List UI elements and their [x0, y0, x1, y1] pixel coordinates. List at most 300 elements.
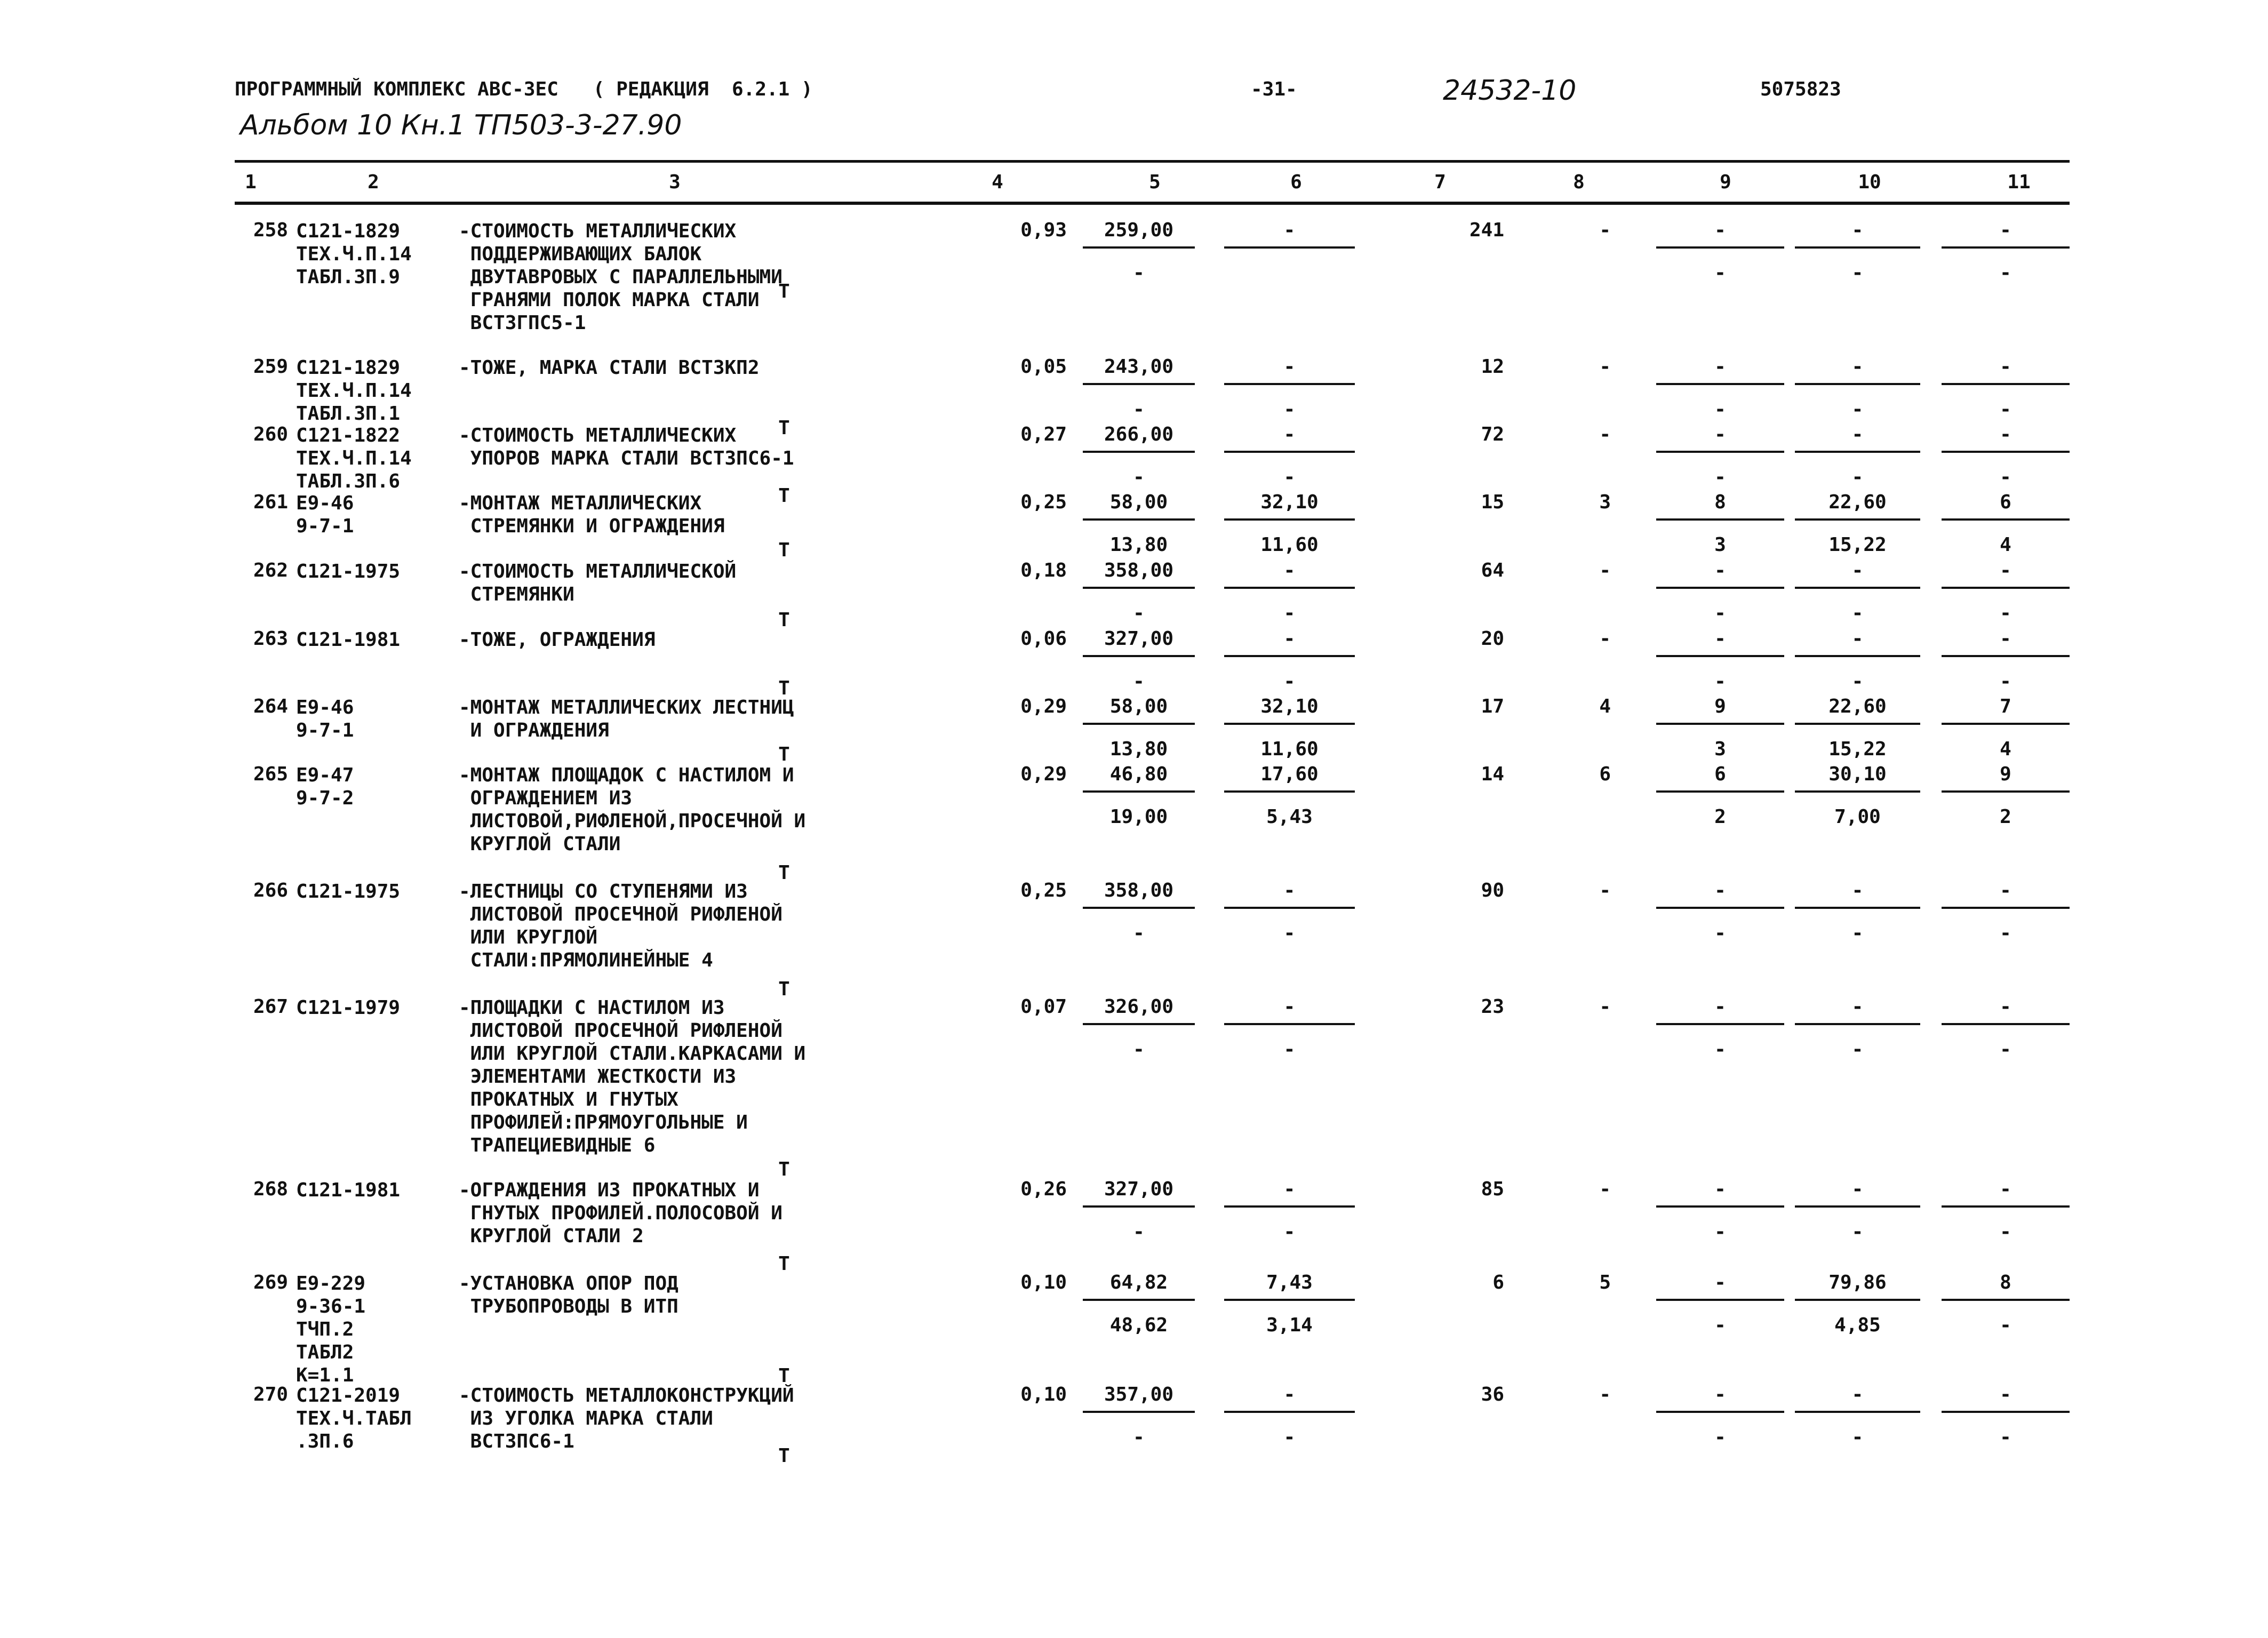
cell-c11a: - — [2000, 356, 2011, 378]
cell-divider-c5a — [1083, 655, 1195, 657]
cell-divider-c6a — [1224, 1299, 1355, 1301]
column-header-11: 11 — [2007, 171, 2031, 193]
cell-c9a: 6 — [1714, 763, 1726, 785]
cell-c10a: - — [1851, 356, 1864, 378]
cell-c11b: - — [2000, 262, 2011, 284]
cell-c7: 15 — [1481, 491, 1504, 513]
cell-divider-c9a — [1656, 451, 1784, 453]
cell-c11a: - — [2000, 880, 2011, 901]
row-tmark: Т — [778, 485, 790, 507]
cell-c6a: - — [1283, 424, 1296, 445]
row-tmark: Т — [778, 1253, 790, 1275]
row-number: 270 — [253, 1384, 288, 1405]
cell-c11a: - — [2000, 1384, 2011, 1405]
cell-c10a: - — [1851, 880, 1864, 901]
cell-divider-c9a — [1656, 1299, 1784, 1301]
row-code: С121-1829 ТЕХ.Ч.П.14 ТАБЛ.3П.9 — [296, 220, 412, 288]
row-code: С121-1975 — [296, 561, 401, 582]
cell-divider-c10a — [1795, 1023, 1920, 1025]
column-header-1: 1 — [245, 171, 257, 193]
cell-divider-c5a — [1083, 1299, 1195, 1301]
cell-c7: 12 — [1481, 356, 1504, 378]
cell-c11a: 6 — [2000, 491, 2011, 513]
column-header-2: 2 — [368, 171, 379, 193]
row-tmark: Т — [778, 1158, 790, 1180]
cell-divider-c6a — [1224, 451, 1355, 453]
cell-c11a: - — [2000, 219, 2011, 241]
row-description: -СТОИМОСТЬ МЕТАЛЛИЧЕСКОЙ СТРЕМЯНКИ — [459, 561, 737, 605]
cell-c10a: 79,86 — [1828, 1272, 1887, 1293]
cell-c10b: - — [1851, 466, 1864, 488]
cell-c5b: - — [1133, 1221, 1145, 1243]
cell-divider-c6a — [1224, 246, 1355, 249]
cell-c9a: 9 — [1714, 696, 1726, 717]
cell-c11b: - — [2000, 398, 2011, 420]
cell-c5a: 327,00 — [1104, 1178, 1174, 1200]
row-quantity: 0,26 — [1020, 1178, 1067, 1200]
cell-divider-c9a — [1656, 907, 1784, 909]
cell-c10a: 30,10 — [1828, 763, 1887, 785]
cell-c8: 5 — [1599, 1272, 1611, 1293]
row-number: 266 — [253, 880, 288, 901]
cell-c8: - — [1599, 1384, 1611, 1405]
cell-c9b: - — [1714, 1038, 1726, 1060]
cell-divider-c10a — [1795, 451, 1920, 453]
row-number: 264 — [253, 696, 288, 717]
cell-divider-c9a — [1656, 1205, 1784, 1208]
cell-c5a: 243,00 — [1104, 356, 1174, 378]
cell-c5a: 357,00 — [1104, 1384, 1174, 1405]
cell-c8: 3 — [1599, 491, 1611, 513]
cell-c11b: 4 — [2000, 534, 2011, 556]
cell-c7: 90 — [1481, 880, 1504, 901]
cell-c8: - — [1599, 356, 1611, 378]
cell-c9a: - — [1714, 996, 1726, 1018]
cell-c6b: - — [1283, 398, 1296, 420]
row-description: -ТОЖЕ, МАРКА СТАЛИ ВСТЗКП2 — [459, 357, 760, 379]
column-header-7: 7 — [1434, 171, 1446, 193]
row-description: -ОГРАЖДЕНИЯ ИЗ ПРОКАТНЫХ И ГНУТЫХ ПРОФИЛЕЙ.ПОЛОСОВОЙ И КРУГЛОЙ СТАЛИ 2 — [459, 1179, 782, 1247]
cell-c6a: - — [1283, 880, 1296, 901]
cell-c11b: - — [2000, 466, 2011, 488]
cell-c7: 20 — [1481, 628, 1504, 650]
row-description: -УСТАНОВКА ОПОР ПОД ТРУБОПРОВОДЫ В ИТП — [459, 1273, 678, 1317]
cell-divider-c11a — [1942, 1411, 2070, 1413]
cell-c6b: - — [1283, 466, 1296, 488]
cell-c9a: - — [1714, 1384, 1726, 1405]
cell-c7: 64 — [1481, 560, 1504, 581]
cell-c5b: - — [1133, 602, 1145, 624]
cell-c10a: 22,60 — [1828, 491, 1887, 513]
cell-c6b: 5,43 — [1266, 806, 1313, 828]
row-description: -ПЛОЩАДКИ С НАСТИЛОМ ИЗ ЛИСТОВОЙ ПРОСЕЧНОЙ РИФЛЕНОЙ ИЛИ КРУГЛОЙ СТАЛИ.КАРКАСАМИ И ЭЛЕМЕНТАМИ ЖЕСТКОСТИ ИЗ ПРОКАТНЫХ И ГНУТЫХ ПРОФИЛЕЙ:ПРЯМОУГОЛЬНЫЕ И ТРАПЕЦИЕВИДНЫЕ 6 — [459, 997, 806, 1156]
cell-c10b: - — [1851, 1038, 1864, 1060]
row-description: -МОНТАЖ МЕТАЛЛИЧЕСКИХ ЛЕСТНИЦ И ОГРАЖДЕНИЯ — [459, 697, 794, 741]
row-code: С121-1981 — [296, 1179, 401, 1201]
cell-c10b: - — [1851, 262, 1864, 284]
cell-c10b: 15,22 — [1828, 738, 1887, 760]
cell-c5a: 58,00 — [1109, 491, 1168, 513]
cell-c9a: - — [1714, 219, 1726, 241]
cell-c5b: 13,80 — [1109, 738, 1168, 760]
cell-c6a: - — [1283, 560, 1296, 581]
cell-c6a: - — [1283, 356, 1296, 378]
row-code: С121-1979 — [296, 997, 401, 1019]
cell-c9b: 3 — [1714, 534, 1726, 556]
cell-c10b: 15,22 — [1828, 534, 1887, 556]
cell-divider-c10a — [1795, 383, 1920, 385]
cell-c8: - — [1599, 996, 1611, 1018]
cell-divider-c10a — [1795, 907, 1920, 909]
cell-c11a: - — [2000, 1178, 2011, 1200]
cell-c11a: 9 — [2000, 763, 2011, 785]
cell-c11a: 8 — [2000, 1272, 2011, 1293]
cell-divider-c6a — [1224, 655, 1355, 657]
row-quantity: 0,05 — [1020, 356, 1067, 378]
cell-c8: - — [1599, 880, 1611, 901]
cell-divider-c5a — [1083, 518, 1195, 521]
cell-divider-c11a — [1942, 1205, 2070, 1208]
row-number: 259 — [253, 356, 288, 378]
cell-divider-c5a — [1083, 587, 1195, 589]
cell-c11b: - — [2000, 922, 2011, 944]
row-quantity: 0,06 — [1020, 628, 1067, 650]
cell-divider-c11a — [1942, 383, 2070, 385]
cell-c11a: - — [2000, 628, 2011, 650]
cell-c6b: - — [1283, 1038, 1296, 1060]
cell-c10b: - — [1851, 1426, 1864, 1448]
cell-divider-c11a — [1942, 655, 2070, 657]
row-number: 265 — [253, 763, 288, 785]
cell-c9b: - — [1714, 1426, 1726, 1448]
cell-c9a: - — [1714, 880, 1726, 901]
cell-c11b: - — [2000, 602, 2011, 624]
cell-c5a: 327,00 — [1104, 628, 1174, 650]
row-quantity: 0,29 — [1020, 696, 1067, 717]
row-quantity: 0,93 — [1020, 219, 1067, 241]
cell-c6a: 32,10 — [1260, 491, 1319, 513]
cell-c9a: - — [1714, 356, 1726, 378]
cell-divider-c5a — [1083, 790, 1195, 793]
cell-divider-c6a — [1224, 1411, 1355, 1413]
cell-c9a: - — [1714, 1178, 1726, 1200]
page-number: -31- — [1251, 78, 1297, 100]
row-code: С121-1975 — [296, 881, 401, 902]
cell-c10a: - — [1851, 1384, 1864, 1405]
cell-c10a: - — [1851, 424, 1864, 445]
cell-c9a: - — [1714, 628, 1726, 650]
cell-divider-c11a — [1942, 451, 2070, 453]
cell-divider-c6a — [1224, 518, 1355, 521]
cell-c11a: 7 — [2000, 696, 2011, 717]
row-quantity: 0,07 — [1020, 996, 1067, 1018]
row-number: 263 — [253, 628, 288, 650]
cell-divider-c5a — [1083, 451, 1195, 453]
row-description: -СТОИМОСТЬ МЕТАЛЛИЧЕСКИХ ПОДДЕРЖИВАЮЩИХ БАЛОК ДВУТАВРОВЫХ С ПАРАЛЛЕЛЬНЫМИ ГРАНЯМИ ПОЛОК МАРКА СТАЛИ ВСТЗГПС5-1 — [459, 220, 782, 334]
row-quantity: 0,10 — [1020, 1384, 1067, 1405]
row-tmark: Т — [778, 1365, 790, 1387]
cell-c5b: - — [1133, 922, 1145, 944]
cell-c10b: - — [1851, 670, 1864, 692]
row-code: С121-1829 ТЕХ.Ч.П.14 ТАБЛ.3П.1 — [296, 357, 412, 425]
cell-c5a: 259,00 — [1104, 219, 1174, 241]
cell-c10a: - — [1851, 628, 1864, 650]
cell-c6a: - — [1283, 1178, 1296, 1200]
cell-c7: 85 — [1481, 1178, 1504, 1200]
row-quantity: 0,25 — [1020, 491, 1067, 513]
cell-c5a: 266,00 — [1104, 424, 1174, 445]
cell-c5b: - — [1133, 262, 1145, 284]
row-code: С121-2019 ТЕХ.Ч.ТАБЛ .3П.6 — [296, 1385, 412, 1452]
row-description: -ТОЖЕ, ОГРАЖДЕНИЯ — [459, 629, 656, 651]
row-number: 267 — [253, 996, 288, 1018]
cell-divider-c10a — [1795, 723, 1920, 725]
row-quantity: 0,25 — [1020, 880, 1067, 901]
column-header-6: 6 — [1290, 171, 1302, 193]
row-tmark: Т — [778, 281, 790, 302]
row-tmark: Т — [778, 677, 790, 699]
cell-divider-c10a — [1795, 587, 1920, 589]
cell-c5a: 46,80 — [1109, 763, 1168, 785]
row-tmark: Т — [778, 609, 790, 631]
column-header-4: 4 — [992, 171, 1003, 193]
cell-c5b: - — [1133, 1426, 1145, 1448]
cell-c9a: - — [1714, 1272, 1726, 1293]
cell-c11b: 4 — [2000, 738, 2011, 760]
cell-c5b: - — [1133, 670, 1145, 692]
row-tmark: Т — [778, 1445, 790, 1467]
cell-c7: 14 — [1481, 763, 1504, 785]
row-tmark: Т — [778, 417, 790, 439]
cell-c6a: 17,60 — [1260, 763, 1319, 785]
cell-c6a: - — [1283, 628, 1296, 650]
row-quantity: 0,18 — [1020, 560, 1067, 581]
cell-c9a: 8 — [1714, 491, 1726, 513]
cell-c6a: - — [1283, 1384, 1296, 1405]
cell-c5b: - — [1133, 1038, 1145, 1060]
cell-c9b: - — [1714, 670, 1726, 692]
cell-divider-c11a — [1942, 587, 2070, 589]
cell-c6a: - — [1283, 219, 1296, 241]
row-tmark: Т — [778, 862, 790, 884]
cell-c7: 36 — [1481, 1384, 1504, 1405]
cell-c7: 6 — [1492, 1272, 1504, 1293]
cell-divider-c9a — [1656, 246, 1784, 249]
header-rule-top — [235, 160, 2070, 163]
column-header-5: 5 — [1149, 171, 1161, 193]
cell-c9a: - — [1714, 424, 1726, 445]
row-quantity: 0,29 — [1020, 763, 1067, 785]
cell-c10b: 7,00 — [1834, 806, 1881, 828]
cell-divider-c10a — [1795, 790, 1920, 793]
cell-c5a: 358,00 — [1104, 880, 1174, 901]
row-code: С121-1981 — [296, 629, 401, 651]
cell-divider-c6a — [1224, 383, 1355, 385]
cell-c6a: - — [1283, 996, 1296, 1018]
column-header-9: 9 — [1720, 171, 1731, 193]
cell-c9b: - — [1714, 398, 1726, 420]
cell-divider-c11a — [1942, 1023, 2070, 1025]
cell-c8: 4 — [1599, 696, 1611, 717]
row-number: 268 — [253, 1178, 288, 1200]
cell-c7: 72 — [1481, 424, 1504, 445]
cell-divider-c9a — [1656, 1411, 1784, 1413]
cell-divider-c11a — [1942, 907, 2070, 909]
cell-c11b: - — [2000, 1426, 2011, 1448]
cell-c9b: 2 — [1714, 806, 1726, 828]
document-number: 24532-10 — [1443, 75, 1577, 107]
cell-c8: - — [1599, 424, 1611, 445]
cell-divider-c11a — [1942, 518, 2070, 521]
row-number: 261 — [253, 491, 288, 513]
row-quantity: 0,10 — [1020, 1272, 1067, 1293]
row-number: 260 — [253, 424, 288, 445]
cell-c10b: - — [1851, 1221, 1864, 1243]
program-header: ПРОГРАММНЫЙ КОМПЛЕКС АВС-ЗЕС ( РЕДАКЦИЯ 6.2.1 ) — [235, 78, 813, 100]
cell-c11b: - — [2000, 1314, 2011, 1336]
row-description: -СТОИМОСТЬ МЕТАЛЛОКОНСТРУКЦИЙ ИЗ УГОЛКА МАРКА СТАЛИ ВСТЗПС6-1 — [459, 1385, 794, 1452]
cell-c9b: - — [1714, 1221, 1726, 1243]
row-code: Е9-46 9-7-1 — [296, 697, 354, 741]
cell-divider-c9a — [1656, 723, 1784, 725]
cell-c6b: 11,60 — [1260, 534, 1319, 556]
cell-c8: - — [1599, 1178, 1611, 1200]
cell-divider-c5a — [1083, 1205, 1195, 1208]
row-description: -МОНТАЖ МЕТАЛЛИЧЕСКИХ СТРЕМЯНКИ И ОГРАЖДЕНИЯ — [459, 492, 725, 537]
cell-c10b: - — [1851, 602, 1864, 624]
cell-divider-c9a — [1656, 518, 1784, 521]
cell-c10a: - — [1851, 560, 1864, 581]
cell-c5a: 326,00 — [1104, 996, 1174, 1018]
cell-c6b: - — [1283, 922, 1296, 944]
row-description: -ЛЕСТНИЦЫ СО СТУПЕНЯМИ ИЗ ЛИСТОВОЙ ПРОСЕЧНОЙ РИФЛЕНОЙ ИЛИ КРУГЛОЙ СТАЛИ:ПРЯМОЛИНЕЙНЫЕ 4 — [459, 881, 782, 971]
cell-divider-c11a — [1942, 790, 2070, 793]
row-description: -СТОИМОСТЬ МЕТАЛЛИЧЕСКИХ УПОРОВ МАРКА СТАЛИ ВСТЗПС6-1 — [459, 425, 794, 469]
cell-c5b: 48,62 — [1109, 1314, 1168, 1336]
cell-c11b: - — [2000, 1038, 2011, 1060]
row-tmark: Т — [778, 978, 790, 1000]
row-code: Е9-46 9-7-1 — [296, 492, 354, 537]
cell-divider-c5a — [1083, 1411, 1195, 1413]
cell-divider-c10a — [1795, 1299, 1920, 1301]
cell-divider-c6a — [1224, 790, 1355, 793]
cell-c5a: 58,00 — [1109, 696, 1168, 717]
column-header-8: 8 — [1573, 171, 1585, 193]
cell-divider-c5a — [1083, 907, 1195, 909]
row-code: С121-1822 ТЕХ.Ч.П.14 ТАБЛ.3П.6 — [296, 425, 412, 492]
cell-c7: 23 — [1481, 996, 1504, 1018]
cell-c6b: - — [1283, 602, 1296, 624]
cell-c5b: - — [1133, 398, 1145, 420]
cell-divider-c9a — [1656, 655, 1784, 657]
cell-divider-c10a — [1795, 1411, 1920, 1413]
cell-c6b: 3,14 — [1266, 1314, 1313, 1336]
cell-divider-c6a — [1224, 1023, 1355, 1025]
cell-divider-c10a — [1795, 246, 1920, 249]
cell-c8: - — [1599, 560, 1611, 581]
cell-c10b: - — [1851, 922, 1864, 944]
cell-divider-c6a — [1224, 1205, 1355, 1208]
cell-divider-c5a — [1083, 723, 1195, 725]
cell-c11a: - — [2000, 996, 2011, 1018]
row-code: Е9-47 9-7-2 — [296, 764, 354, 809]
cell-divider-c5a — [1083, 246, 1195, 249]
row-description: -МОНТАЖ ПЛОЩАДОК С НАСТИЛОМ И ОГРАЖДЕНИЕМ ИЗ ЛИСТОВОЙ,РИФЛЕНОЙ,ПРОСЕЧНОЙ И КРУГЛОЙ СТАЛИ — [459, 764, 806, 855]
cell-divider-c11a — [1942, 723, 2070, 725]
cell-divider-c10a — [1795, 518, 1920, 521]
document-code: 5075823 — [1760, 78, 1841, 100]
album-reference: Альбом 10 Кн.1 ТП503-3-27.90 — [240, 109, 682, 141]
cell-divider-c5a — [1083, 383, 1195, 385]
cell-divider-c5a — [1083, 1023, 1195, 1025]
cell-c5b: 13,80 — [1109, 534, 1168, 556]
cell-c8: 6 — [1599, 763, 1611, 785]
column-header-10: 10 — [1858, 171, 1881, 193]
cell-c11a: - — [2000, 560, 2011, 581]
cell-c11b: - — [2000, 1221, 2011, 1243]
row-tmark: Т — [778, 744, 790, 765]
cell-c10b: - — [1851, 398, 1864, 420]
cell-c8: - — [1599, 219, 1611, 241]
cell-c5a: 64,82 — [1109, 1272, 1168, 1293]
cell-divider-c6a — [1224, 723, 1355, 725]
cell-c9b: 3 — [1714, 738, 1726, 760]
cell-c10a: - — [1851, 1178, 1864, 1200]
cell-c6b: 11,60 — [1260, 738, 1319, 760]
cell-c11a: - — [2000, 424, 2011, 445]
cell-c9a: - — [1714, 560, 1726, 581]
cell-c9b: - — [1714, 262, 1726, 284]
header-rule-bottom — [235, 202, 2070, 205]
cell-c10a: - — [1851, 996, 1864, 1018]
cell-c6a: 7,43 — [1266, 1272, 1313, 1293]
row-tmark: Т — [778, 539, 790, 561]
cell-c8: - — [1599, 628, 1611, 650]
cell-divider-c9a — [1656, 1023, 1784, 1025]
cell-c5a: 358,00 — [1104, 560, 1174, 581]
cell-c9b: - — [1714, 466, 1726, 488]
cell-c10a: 22,60 — [1828, 696, 1887, 717]
cell-divider-c9a — [1656, 383, 1784, 385]
cell-c10b: 4,85 — [1834, 1314, 1881, 1336]
row-number: 262 — [253, 560, 288, 581]
cell-c7: 17 — [1481, 696, 1504, 717]
cell-c5b: 19,00 — [1109, 806, 1168, 828]
cell-c9b: - — [1714, 922, 1726, 944]
cell-divider-c10a — [1795, 1205, 1920, 1208]
cell-c6b: - — [1283, 670, 1296, 692]
column-header-3: 3 — [669, 171, 681, 193]
cell-divider-c10a — [1795, 655, 1920, 657]
cell-c5b: - — [1133, 466, 1145, 488]
cell-c9b: - — [1714, 1314, 1726, 1336]
cell-c11b: 2 — [2000, 806, 2011, 828]
cell-c10a: - — [1851, 219, 1864, 241]
cell-c6b: - — [1283, 1221, 1296, 1243]
row-quantity: 0,27 — [1020, 424, 1067, 445]
row-code: Е9-229 9-36-1 ТЧП.2 ТАБЛ2 К=1.1 — [296, 1273, 366, 1386]
cell-c6b: - — [1283, 1426, 1296, 1448]
cell-c9b: - — [1714, 602, 1726, 624]
cell-c11b: - — [2000, 670, 2011, 692]
cell-divider-c6a — [1224, 907, 1355, 909]
cell-divider-c11a — [1942, 1299, 2070, 1301]
cell-divider-c6a — [1224, 587, 1355, 589]
row-number: 269 — [253, 1272, 288, 1293]
cell-divider-c9a — [1656, 587, 1784, 589]
cell-c7: 241 — [1469, 219, 1504, 241]
row-number: 258 — [253, 219, 288, 241]
